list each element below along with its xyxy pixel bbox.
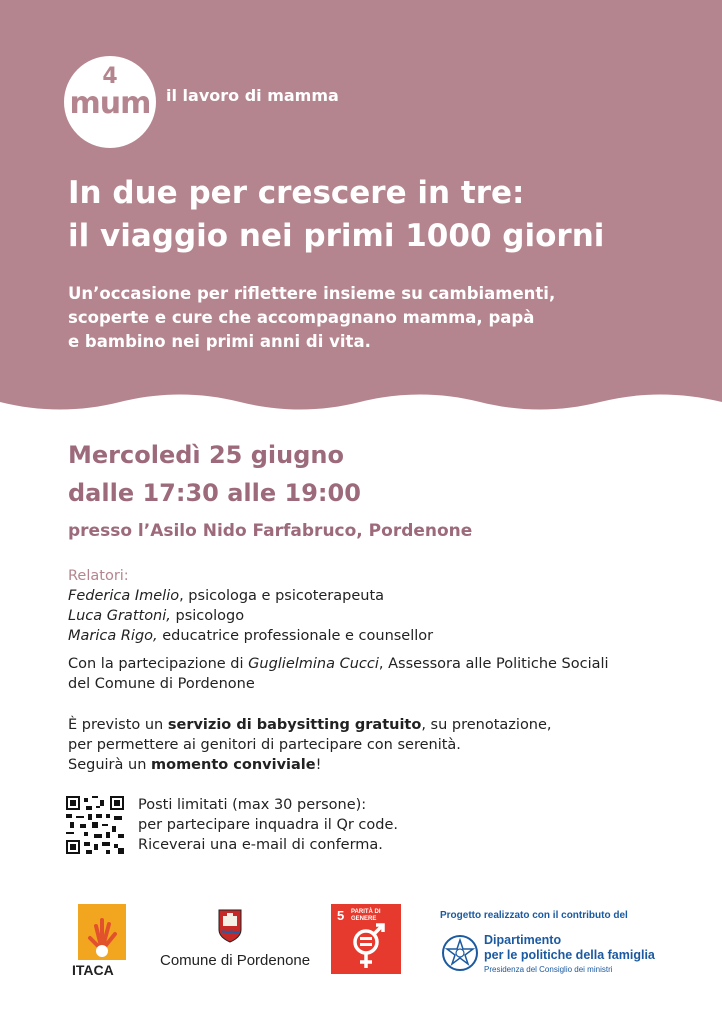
sdg-number: 5 xyxy=(337,908,345,923)
event-date: Mercoledì 25 giugno xyxy=(68,441,344,469)
title-line-1: In due per crescere in tre: xyxy=(68,175,525,211)
comune-wordmark: Comune di Pordenone xyxy=(160,952,311,969)
speaker-item xyxy=(68,606,433,626)
logo-word: mum xyxy=(69,86,151,121)
speaker-item xyxy=(68,586,433,606)
event-intro xyxy=(68,282,668,354)
event-time: dalle 17:30 alle 19:00 xyxy=(68,479,361,507)
babysitting-note: È previsto un servizio di babysitting gratuito, su prenotazione, per permettere ai genitori di partecipare con serenità. Seguirà un momento conviviale! xyxy=(68,717,552,773)
babysitting-highlight: servizio di babysitting gratuito xyxy=(167,717,422,733)
comune-logo xyxy=(160,908,311,969)
convivial-highlight: momento conviviale xyxy=(151,757,316,773)
event-title xyxy=(68,172,688,258)
title-line-2: il viaggio nei primi 1000 giorni xyxy=(68,218,605,254)
ministry-name-2: per le politiche della famiglia xyxy=(484,948,655,962)
speaker-name: Marica Rigo, xyxy=(68,628,158,644)
sdg5-logo xyxy=(331,904,401,974)
wave-divider xyxy=(0,388,722,428)
speaker-name: Luca Grattoni, xyxy=(68,608,171,624)
speaker-role: educatrice professionale e counsellor xyxy=(157,628,434,644)
itaca-hand-icon xyxy=(78,904,126,960)
speakers-block xyxy=(68,566,433,646)
intro-line-3: e bambino nei primi anni di vita. xyxy=(68,332,371,351)
itaca-wordmark: ITACA xyxy=(72,962,114,978)
gender-equality-icon xyxy=(331,904,401,974)
intro-line-1: Un’occasione per riflettere insieme su cambiamenti, xyxy=(68,284,556,303)
speaker-item xyxy=(68,626,433,646)
participation-note: Con la partecipazione di Guglielmina Cucci, Assessora alle Politiche Sociali del Comune di Pordenone xyxy=(68,656,609,692)
logo-number: 4 xyxy=(102,64,118,89)
logo-tagline: il lavoro di mamma xyxy=(166,86,339,105)
intro-line-2: scoperte e cure che accompagnano mamma, papà xyxy=(68,308,535,327)
qr-code[interactable] xyxy=(66,796,124,854)
ministry-logo xyxy=(440,929,680,979)
event-place: presso l’Asilo Nido Farfabruco, Pordenone xyxy=(68,521,473,541)
ministry-subtitle: Presidenza del Consiglio dei ministri xyxy=(484,965,613,974)
sdg-label: PARITÀ DI GENERE xyxy=(351,909,381,922)
mum-logo xyxy=(64,56,156,148)
speaker-name: Federica Imelio xyxy=(68,588,180,604)
italian-emblem-icon xyxy=(440,931,480,975)
ministry-name-1: Dipartimento xyxy=(484,933,562,947)
speaker-role: , psicologa e psicoterapeuta xyxy=(179,588,385,604)
itaca-logo xyxy=(72,904,126,976)
guest-name: Guglielmina Cucci xyxy=(248,656,379,672)
city-crest-icon xyxy=(216,908,244,944)
event-datetime xyxy=(68,436,361,512)
registration-note: Posti limitati (max 30 persone): per partecipare inquadra il Qr code. Riceverai una e-mail di conferma. xyxy=(138,797,399,853)
speakers-label: Relatori: xyxy=(68,568,129,584)
program-note: Progetto realizzato con il contributo del xyxy=(440,910,628,921)
speaker-role: psicologo xyxy=(170,608,245,624)
